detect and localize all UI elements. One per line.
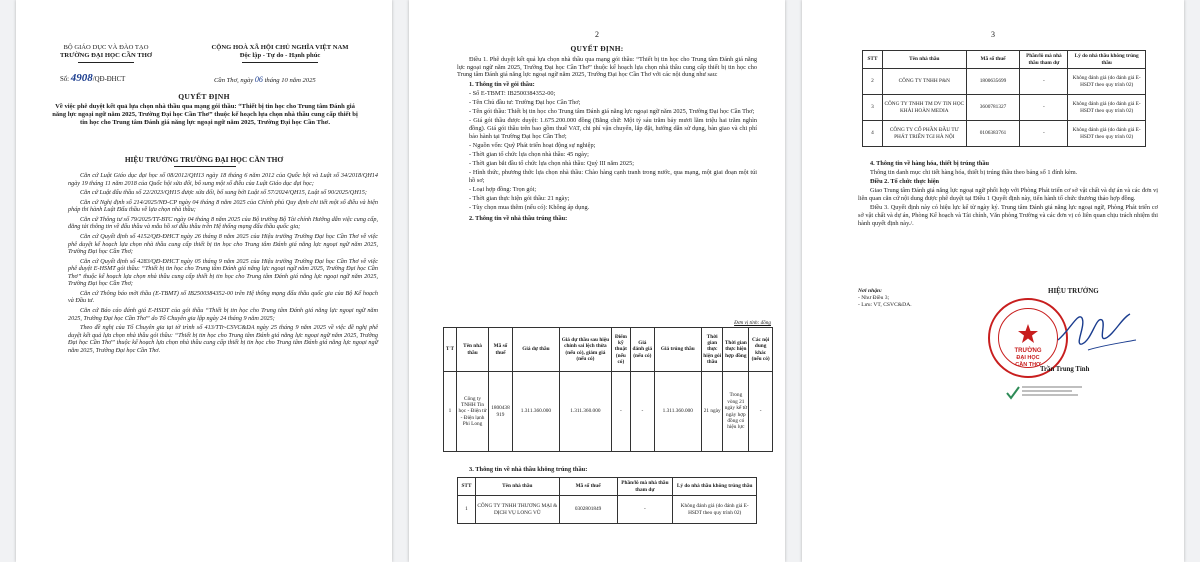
- info-line: - Hình thức, phương thức lựa chọn nhà thầu: Chào hàng cạnh tranh trong nước, qua mạng, một giai đoạn một túi hồ sơ;: [469, 169, 757, 184]
- col-header: Thời gian thực hiện hợp đồng: [723, 328, 749, 372]
- package-info-list: [457, 90, 757, 212]
- table-row: 3 CÔNG TY TNHH TM DV TIN HỌC KHẢI HOÀN MEDIA 3600781327 - Không đánh giá (do đánh giá E-HSDT theo quy trình 02): [863, 95, 1146, 121]
- legal-basis-3: Căn cứ Nghị định số 214/2025/NĐ-CP ngày 04 tháng 8 năm 2025 của Chính phủ Quy định chi tiết một số điều và biện pháp thi hành Luật Đấu thầu về lựa chọn nhà thầu;: [68, 198, 378, 214]
- page-number: 2: [595, 30, 599, 39]
- digital-signature-info: [1022, 386, 1092, 398]
- info-line: - Tên Chủ đầu tư: Trường Đại học Cần Thơ;: [469, 98, 581, 106]
- info-line: - Thời gian thực hiện gói thầu: 21 ngày;: [469, 195, 570, 203]
- issue-date: Cần Thơ, ngày 06 tháng 10 năm 2025: [214, 75, 316, 84]
- winning-bidder-table: [443, 327, 773, 452]
- document-page-3: [802, 0, 1184, 562]
- national-motto: Độc lập - Tự do - Hạnh phúc: [239, 52, 321, 60]
- svg-text:ĐẠI HỌC: ĐẠI HỌC: [1016, 355, 1040, 361]
- info-line: - Thời gian tổ chức lựa chọn nhà thầu: 45 ngày;: [469, 150, 589, 158]
- table-row: 1 CÔNG TY TNHH THƯƠNG MẠI & DỊCH VỤ LONG VŨ 0302801849 - Không đánh giá (do đánh giá E-HSDT theo quy trình 02): [458, 496, 757, 524]
- col-header: STT: [863, 51, 883, 69]
- national-name: CỘNG HOÀ XÃ HỘI CHỦ NGHĨA VIỆT NAM: [211, 44, 349, 51]
- section-3-heading: 3. Thông tin về nhà thầu không trúng thầu:: [469, 466, 588, 473]
- digital-signature-check-icon: [1006, 386, 1020, 400]
- col-header: Lý do nhà thầu không trúng thầu: [1068, 51, 1146, 69]
- article-1: [457, 56, 757, 223]
- rector-heading: HIỆU TRƯỞNG TRƯỜNG ĐẠI HỌC CẦN THƠ: [124, 155, 284, 164]
- col-header: Giá trúng thầu: [654, 328, 701, 372]
- col-header: Lý do nhà thầu không trúng thầu: [673, 478, 757, 496]
- legal-basis-1: Căn cứ Luật Giáo dục đại học số 08/2012/QH13 ngày 18 tháng 6 năm 2012 của Quốc hội và Luật số 34/2018/QH14 ngày 19 tháng 11 năm 2018 của Quốc hội sửa đổi, bổ sung một số điều của Luật Giáo dục đại học;: [68, 172, 378, 187]
- col-header: Thời gian thực hiện gói thầu: [701, 328, 723, 372]
- legal-basis-8: Căn cứ Báo cáo đánh giá E-HSDT của gói thầu “Thiết bị tin học cho Trung tâm Đánh giá năng lực ngoại ngữ năm 2025, Trường Đại học Cần Thơ” do Tổ Chuyên gia lập ngày 24 tháng 9 năm 2025;: [68, 307, 378, 322]
- col-header: Các nội dung khác (nếu có): [749, 328, 773, 372]
- legal-basis-7: Căn cứ Thông báo mời thầu (E-TBMT) số IB2500384352-00 trên Hệ thống mạng đấu thầu quốc gia của Bộ Kế hoạch và Đầu tư.: [68, 289, 378, 305]
- info-line: - Loại hợp đồng: Trọn gói;: [469, 186, 537, 194]
- article-2-heading: Điều 2. Tổ chức thực hiện: [870, 178, 940, 186]
- info-line: - Thời gian bắt đầu tổ chức lựa chọn nhà thầu: Quý III năm 2025;: [469, 160, 634, 168]
- col-header: Tên nhà thầu: [882, 51, 966, 69]
- col-header: Mã số thuế: [559, 478, 617, 496]
- document-page-1: [16, 0, 392, 562]
- section-2-heading: 2. Thông tin về nhà thầu trúng thầu:: [469, 215, 568, 223]
- info-line: - Tên gói thầu: Thiết bị tin học cho Trung tâm Đánh giá năng lực ngoại ngữ năm 2025, Trường Đại học Cần Thơ;: [469, 108, 755, 116]
- legal-basis-5: Căn cứ Quyết định số 4152/QĐ-ĐHCT ngày 26 tháng 8 năm 2025 của Hiệu trưởng Trường Đại học Cần Thơ về việc phê duyệt kế hoạch lựa chọn nhà thầu cung cấp thiết bị tin học cho Trung tâm Đánh giá năng lực ngoại ngữ năm 2025, Trường Đại học Cần Thơ;: [68, 232, 378, 256]
- info-line: - Số E-TBMT: IB2500384352-00;: [469, 89, 556, 97]
- col-header: T T: [444, 328, 457, 372]
- legal-basis-6: Căn cứ Quyết định số 4283/QĐ-ĐHCT ngày 05 tháng 9 năm 2025 của Hiệu trưởng Trường Đại học Cần Thơ về việc phê duyệt E-HSMT gói thầu: “Thiết bị tin học cho Trung tâm Đánh giá năng lực ngoại ngữ năm 2025, Trường Đại học Cần Thơ” thuộc kế hoạch lựa chọn nhà thầu cung cấp thiết bị tin học cho Trung tâm Đánh giá năng lực ngoại ngữ năm 2025, Trường Đại học Cần Thơ;: [68, 257, 378, 288]
- signer-name: Trần Trung Tính: [1040, 366, 1090, 373]
- handwritten-number: 4908: [70, 72, 93, 84]
- svg-text:TRƯỜNG: TRƯỜNG: [1014, 348, 1042, 354]
- col-header: Phần/lô mà nhà thầu tham dự: [617, 478, 673, 496]
- col-header: STT: [458, 478, 476, 496]
- col-header: Tên nhà thầu: [475, 478, 559, 496]
- col-header: Giá dự thầu: [512, 328, 559, 372]
- table-row: 1 Công ty TNHH Tin học - Điện tử - Điện lạnh Phi Long 1800438919 1.311.360.000 1.311.360.000 - - 1.311.360.000 21 ngày Trong vòng 21 ngày kể từ ngày hợp đồng có hiệu lực -: [444, 372, 773, 452]
- signatory-title: HIỆU TRƯỞNG: [1048, 287, 1099, 295]
- non-winning-bidder-table-cont: [862, 50, 1146, 147]
- article-2-text: Giao Trung tâm Đánh giá năng lực ngoại ngữ phối hợp với Phòng Phát triển cơ sở vật chất và dự án và các đơn vị liên quan căn cứ nội dung được phê duyệt tại Điều 1 Quyết định này, tiến hành tổ chức thương thảo hợp đồng.: [858, 187, 1158, 202]
- non-winning-bidder-table: [457, 477, 757, 524]
- info-line: - Nguồn vốn: Quỹ Phát triển hoạt động sự nghiệp;: [469, 141, 596, 149]
- recipient-line: - Lưu: VT, CSVC&DA.: [858, 301, 912, 308]
- handwritten-day: 06: [254, 75, 263, 84]
- decision-title: QUYẾT ĐỊNH: [178, 92, 230, 101]
- table-row: 2 CÔNG TY TNHH P&N 1800635699 - Không đánh giá (do đánh giá E-HSDT theo quy trình 02): [863, 69, 1146, 95]
- page-number: 3: [991, 30, 995, 39]
- section-1-heading: 1. Thông tin về gói thầu:: [469, 81, 535, 89]
- decision-heading: QUYẾT ĐỊNH:: [570, 44, 624, 53]
- col-header: Phần/lô mà nhà thầu tham dự: [1020, 51, 1068, 69]
- legal-basis-9: Theo đề nghị của Tổ Chuyên gia tại tờ trình số 413/TTr-CSVC&DA ngày 25 tháng 9 năm 2025 về việc đề nghị phê duyệt kết quả lựa chọn nhà thầu gói thầu: “Thiết bị tin học cho Trung tâm Đánh giá năng lực ngoại ngữ năm 2025, Trường Đại học Cần Thơ” thuộc kế hoạch lựa chọn nhà thầu cung cấp thiết bị tin học cho Trung tâm Đánh giá năng lực ngoại ngữ năm 2025, Trường Đại học Cần Thơ.: [68, 324, 378, 354]
- document-page-2: [409, 0, 785, 562]
- article-1-text: Điều 1. Phê duyệt kết quả lựa chọn nhà thầu qua mạng gói thầu: “Thiết bị tin học cho Trung tâm Đánh giá năng lực ngoại ngữ năm 2025, Trường Đại học Cần Thơ” thuộc kế hoạch lựa chọn nhà thầu cung cấp thiết bị tin học cho Trung tâm Đánh giá năng lực ngoại ngữ năm 2025, Trường Đại học Cần Thơ với các nội dung như sau:: [457, 56, 757, 79]
- recipient-line: - Như Điều 3;: [858, 294, 890, 301]
- info-line: - Tùy chọn mua thêm (nếu có): Không áp dụng.: [469, 204, 590, 212]
- recipients-block: [858, 288, 968, 308]
- table-row: 4 CÔNG TY CỔ PHẦN ĐẦU TƯ PHÁT TRIỂN TGI HÀ NỘI 0106383761 - Không đánh giá (do đánh giá E-HSDT theo quy trình 02): [863, 121, 1146, 147]
- recipients-title: Nơi nhận:: [858, 288, 882, 294]
- section-4-heading: 4. Thông tin về hàng hóa, thiết bị trúng thầu: [870, 160, 990, 167]
- national-header: [182, 44, 378, 60]
- currency-unit: Đơn vị tính: đồng: [734, 320, 771, 326]
- table-header-row: [863, 51, 1146, 69]
- section-4-text: Thông tin danh mục chi tiết hàng hóa, thiết bị trúng thầu theo bảng số 1 đính kèm.: [870, 168, 1078, 176]
- col-header: Mã số thuế: [489, 328, 513, 372]
- legal-basis-4: Căn cứ Thông tư số 79/2025/TT-BTC ngày 04 tháng 8 năm 2025 của Bộ trưởng Bộ Tài chính Hướng dẫn việc cung cấp, đăng tải thông tin về đấu thầu và mẫu hồ sơ đấu thầu trên Hệ thống mạng đấu thầu quốc gia;: [68, 215, 378, 231]
- col-header: Mã số thuế: [966, 51, 1020, 69]
- ministry-name: BỘ GIÁO DỤC VÀ ĐÀO TẠO: [63, 44, 149, 51]
- legal-bases: [68, 172, 378, 354]
- decision-subject: Về việc phê duyệt kết quả lựa chọn nhà thầu qua mạng gói thầu: “Thiết bị tin học cho Trung tâm Đánh giá năng lực ngoại ngữ năm 2025, Trường Đại học Cần Thơ” thuộc kế hoạch lựa chọn nhà thầu cung cấp thiết bị tin học cho Trung tâm Đánh giá năng lực ngoại ngữ năm 2025, Trường Đại học Cần Thơ.: [52, 103, 358, 127]
- university-name: TRƯỜNG ĐẠI HỌC CẦN THƠ: [60, 52, 152, 60]
- signature-icon: [1052, 300, 1142, 360]
- article-3-text: Điều 3. Quyết định này có hiệu lực kể từ ngày ký. Trung tâm Đánh giá năng lực ngoại ngữ, Phòng Phát triển cơ sở vật chất và dự án, Phòng Kế hoạch và Tài chính, Văn phòng Trường và các đơn vị có liên quan chịu trách nhiệm thi hành quyết định này./.: [858, 204, 1158, 227]
- table-header-row: [458, 478, 757, 496]
- col-header: Giá dự thầu sau hiệu chỉnh sai lệch thừa (nếu có), giảm giá (nếu có): [560, 328, 612, 372]
- svg-text:CẦN THƠ: CẦN THƠ: [1015, 362, 1041, 368]
- table-header-row: [444, 328, 773, 372]
- col-header: Tên nhà thầu: [456, 328, 488, 372]
- issuing-body: [42, 44, 170, 60]
- decision-number: Số: 4908/QĐ-ĐHCT: [60, 72, 126, 84]
- info-line: - Giá gói thầu được duyệt: 1.675.200.000 đồng (Bằng chữ: Một tỷ sáu trăm bảy mươi lăm triệu hai trăm nghìn đồng). Giá gói thầu trên bao gồm thuế VAT, chi phí vận chuyển, lắp đặt, hướng dẫn sử dụng, bàn giao và chi phí bảo hành tại Trường Đại học Cần Thơ;: [469, 117, 757, 140]
- col-header: Giá đánh giá (nếu có): [631, 328, 655, 372]
- articles-2-3: [858, 160, 1158, 227]
- col-header: Điểm kỹ thuật (nếu có): [611, 328, 630, 372]
- legal-basis-2: Căn cứ Luật đấu thầu số 22/2023/QH15 được sửa đổi, bổ sung bởi Luật số 57/2024/QH15, Luật số 90/2025/QH15;: [80, 189, 367, 197]
